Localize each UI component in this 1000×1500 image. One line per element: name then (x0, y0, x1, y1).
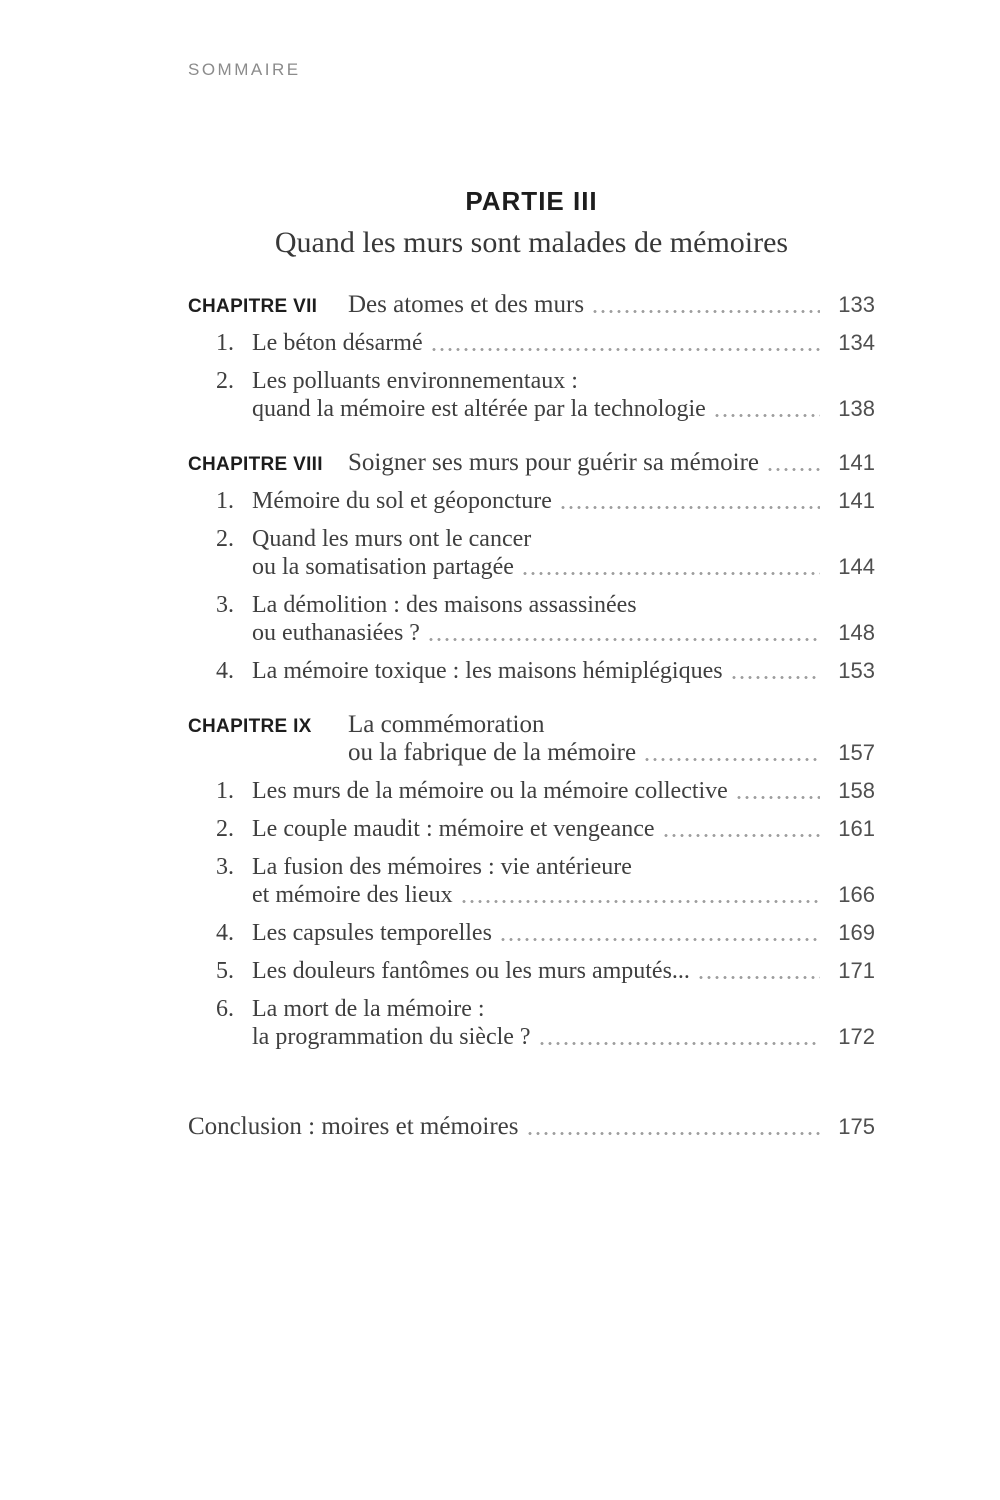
toc-entry-line (252, 1023, 875, 1051)
chapter-label: CHAPITRE VII (188, 296, 318, 317)
entry-text: Le couple maudit : mémoire et vengeance (252, 816, 655, 842)
toc-entry-line (252, 329, 875, 357)
toc-item (188, 919, 875, 947)
toc-item (188, 487, 875, 515)
toc-entry-line (252, 881, 875, 909)
chapter-label: CHAPITRE IX (188, 716, 312, 737)
page-number: 172 (838, 1024, 875, 1049)
toc-entry-line: Quand les murs ont le cancer (252, 526, 532, 552)
page-number: 166 (838, 882, 875, 907)
chapter-block (188, 291, 875, 423)
toc-entry-line (348, 449, 875, 477)
chapter-title (348, 449, 875, 477)
page-number: 175 (838, 1114, 875, 1139)
entry-text: La mémoire toxique : les maisons hémiplégiques (252, 658, 723, 684)
entry-text: ou la somatisation partagée (252, 554, 514, 580)
page-number: 138 (838, 396, 875, 421)
toc-entry-line (252, 777, 875, 805)
toc-entry-line: La mort de la mémoire : (252, 996, 485, 1022)
item-number: 3. (216, 592, 234, 618)
page-number: 134 (838, 330, 875, 355)
entry-text: et mémoire des lieux (252, 882, 453, 908)
item-body (252, 777, 875, 805)
running-header: SOMMAIRE (188, 60, 301, 79)
toc-entry-line: La fusion des mémoires : vie antérieure (252, 854, 632, 880)
item-body (252, 591, 875, 647)
item-body (252, 957, 875, 985)
item-body (252, 367, 875, 423)
page-number: 148 (838, 620, 875, 645)
item-number: 2. (216, 816, 234, 842)
item-number: 2. (216, 526, 234, 552)
conclusion-entry (188, 1113, 875, 1141)
entry-text: Les douleurs fantômes ou les murs amputés... (252, 958, 690, 984)
item-number: 4. (216, 920, 234, 946)
item-number: 5. (216, 958, 234, 984)
page-number: 169 (838, 920, 875, 945)
entry-text: Des atomes et des murs (348, 291, 585, 318)
chapter-heading (188, 711, 875, 767)
toc-entry-line (252, 919, 875, 947)
toc-item (188, 815, 875, 843)
item-body (252, 487, 875, 515)
toc-entry-line (252, 619, 875, 647)
chapter-title (348, 711, 875, 767)
toc-item (188, 957, 875, 985)
toc-list (188, 291, 875, 1051)
chapter-heading (188, 291, 875, 319)
entry-text: ou euthanasiées ? (252, 620, 420, 646)
entry-text: Mémoire du sol et géoponcture (252, 488, 552, 514)
item-number: 6. (216, 996, 234, 1022)
page-number: 153 (838, 658, 875, 683)
item-body (252, 525, 875, 581)
toc-entry-line (348, 739, 875, 767)
entry-text: Soigner ses murs pour guérir sa mémoire (348, 449, 760, 476)
toc-entry-line (252, 395, 875, 423)
page-number: 141 (838, 450, 875, 475)
item-number: 1. (216, 778, 234, 804)
item-number: 3. (216, 854, 234, 880)
toc-item (188, 995, 875, 1051)
page-number: 157 (838, 740, 875, 765)
toc-item (188, 853, 875, 909)
toc-entry-line (252, 657, 875, 685)
toc-entry-line (252, 553, 875, 581)
page-number: 133 (838, 292, 875, 317)
page-number: 161 (838, 816, 875, 841)
toc-item (188, 329, 875, 357)
entry-text: Les murs de la mémoire ou la mémoire collective (252, 778, 728, 804)
toc-entry-line: La démolition : des maisons assassinées (252, 592, 637, 618)
page-number: 171 (838, 958, 875, 983)
item-number: 4. (216, 658, 234, 684)
toc-item (188, 777, 875, 805)
toc-entry-line (252, 957, 875, 985)
item-body (252, 919, 875, 947)
page-number: 144 (838, 554, 875, 579)
toc-item (188, 367, 875, 423)
item-body (252, 853, 875, 909)
chapter-heading (188, 449, 875, 477)
page-number: 141 (838, 488, 875, 513)
page-number: 158 (838, 778, 875, 803)
item-number: 2. (216, 368, 234, 394)
item-body (252, 815, 875, 843)
item-body (252, 329, 875, 357)
chapter-block (188, 711, 875, 1051)
toc-entry-line: La commémoration (348, 711, 545, 738)
conclusion-text: Conclusion : moires et mémoires (188, 1113, 519, 1140)
entry-text: la programmation du siècle ? (252, 1024, 531, 1050)
entry-text: ou la fabrique de la mémoire (348, 739, 637, 766)
chapter-block (188, 449, 875, 685)
item-number: 1. (216, 488, 234, 514)
item-body (252, 657, 875, 685)
toc-item (188, 591, 875, 647)
toc-entry-line (252, 815, 875, 843)
content-column (188, 186, 875, 1141)
toc-item (188, 525, 875, 581)
part-title: Quand les murs sont malades de mémoires (274, 226, 789, 259)
entry-text: Le béton désarmé (252, 330, 423, 356)
chapter-title (348, 291, 875, 319)
toc-item (188, 657, 875, 685)
toc-entry-line (348, 291, 875, 319)
part-label: PARTIE III (465, 186, 598, 216)
toc-entry-line: Les polluants environnementaux : (252, 368, 578, 394)
item-number: 1. (216, 330, 234, 356)
entry-text: quand la mémoire est altérée par la technologie (252, 396, 706, 422)
entry-text: Les capsules temporelles (252, 920, 492, 946)
item-body (252, 995, 875, 1051)
toc-entry-line (252, 487, 875, 515)
chapter-label: CHAPITRE VIII (188, 454, 323, 475)
